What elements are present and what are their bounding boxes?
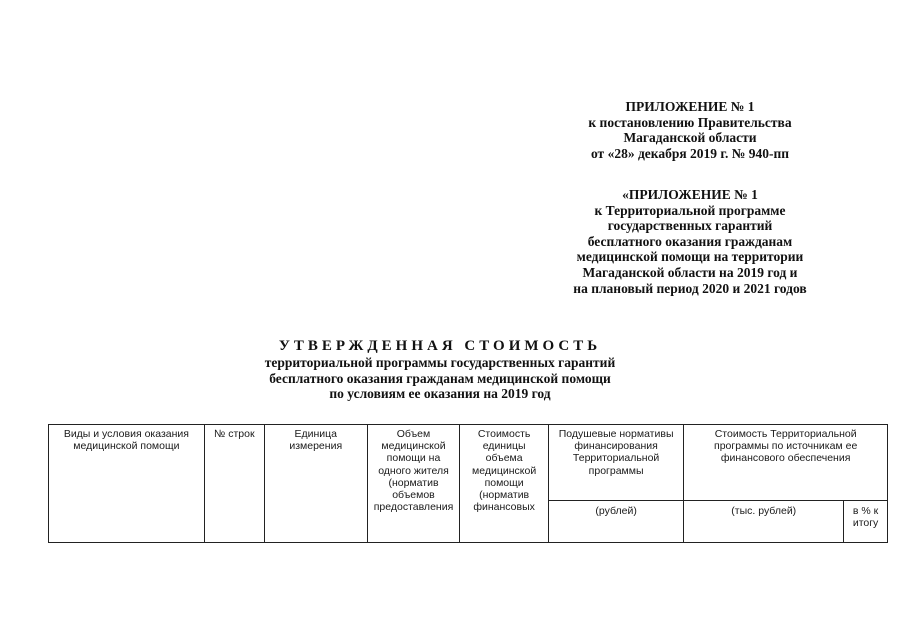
appendix-line: медицинской помощи на территории [576, 249, 804, 265]
header-kinds: Виды и условия оказания медицинской помощи [49, 425, 205, 543]
title-subline: территориальной программы государственных гарантий [264, 355, 616, 370]
appendix-title: «ПРИЛОЖЕНИЕ № 1 [622, 187, 758, 202]
appendix-header-decree [540, 99, 840, 161]
appendix-title: ПРИЛОЖЕНИЕ № 1 [625, 99, 755, 114]
subheader-per-capita-unit: (рублей) [548, 501, 683, 543]
appendix-line: к Территориальной программе [594, 202, 786, 218]
appendix-line: Магаданской области [623, 130, 757, 146]
appendix-line: на плановый период 2020 и 2021 годов [573, 280, 807, 296]
subheader-percent-total: в % к итогу [844, 501, 888, 543]
header-per-capita: Подушевые нормативы финансирования Территориальной программы [548, 425, 683, 501]
header-program-cost: Стоимость Территориальной программы по источникам ее финансового обеспечения [684, 425, 888, 501]
title-subline: по условиям ее оказания на 2019 год [329, 386, 551, 401]
appendix-line: бесплатного оказания гражданам [587, 233, 793, 249]
appendix-line: к постановлению Правительства [588, 114, 792, 130]
appendix-line: Магаданской области на 2019 год и [582, 264, 798, 280]
appendix-date-number: от «28» декабря 2019 г. № 940-пп [590, 145, 789, 161]
appendix-line: государственных гарантий [607, 218, 773, 234]
subheader-program-cost-unit: (тыс. рублей) [684, 501, 844, 543]
cost-table [48, 424, 888, 543]
title-main: УТВЕРЖДЕННАЯ СТОИМОСТЬ [278, 338, 602, 354]
title-subline: бесплатного оказания гражданам медицинской помощи [269, 370, 611, 386]
header-unit: Единица измерения [264, 425, 367, 543]
header-unit-cost: Стоимость единицы объема медицинской помощи (норматив финансовых [460, 425, 549, 543]
header-row-number: № строк [204, 425, 264, 543]
appendix-header-program [540, 187, 840, 296]
document-title [170, 337, 710, 402]
header-volume: Объем медицинской помощи на одного жителя (норматив объемов предоставления [367, 425, 460, 543]
